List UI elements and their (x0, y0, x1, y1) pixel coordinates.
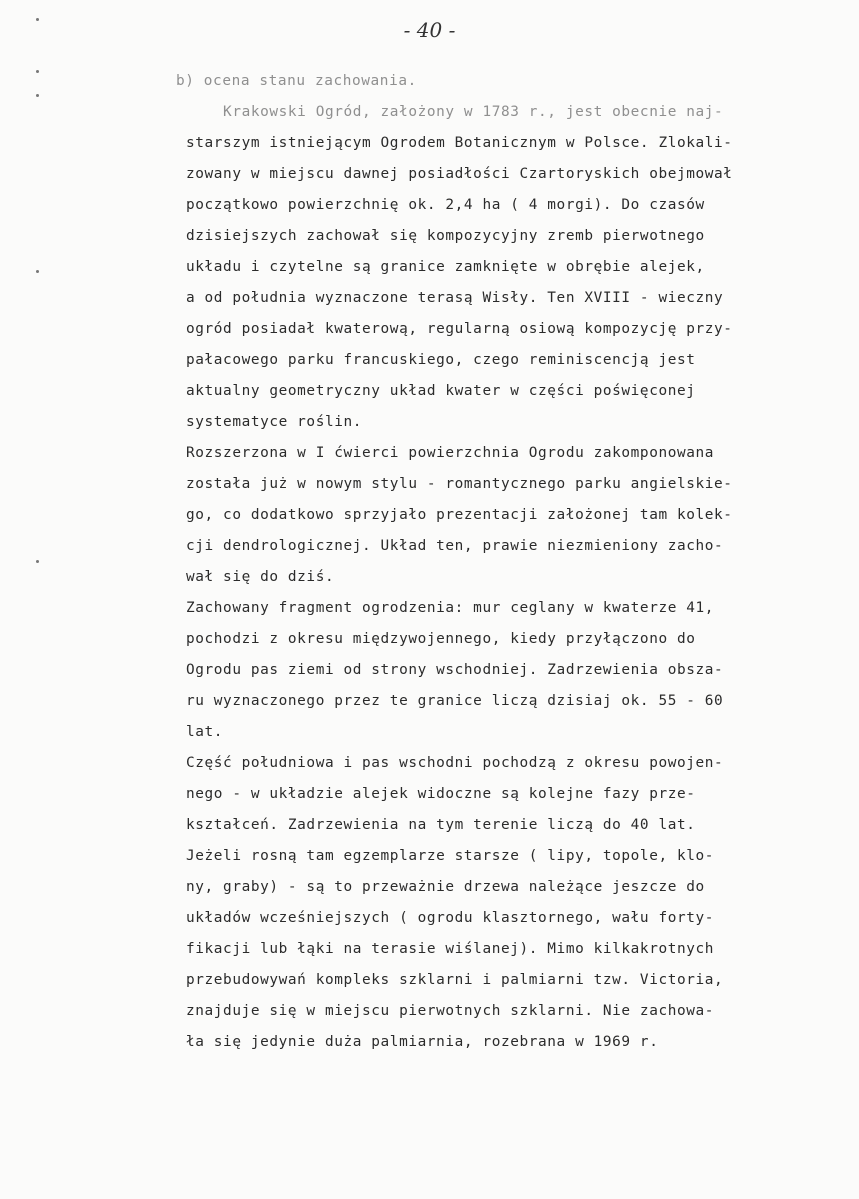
text-line: ru wyznaczonego przez te granice liczą dzisiaj ok. 55 - 60 (186, 693, 724, 709)
text-line: układu i czytelne są granice zamknięte w obrębie alejek, (186, 259, 705, 275)
text-line: Zachowany fragment ogrodzenia: mur ceglany w kwaterze 41, (186, 600, 715, 616)
text-line: Część południowa i pas wschodni pochodzą z okresu powojen- (186, 755, 724, 771)
text-line: cji dendrologicznej. Układ ten, prawie niezmieniony zacho- (186, 538, 724, 554)
text-line: Rozszerzona w I ćwierci powierzchnia Ogrodu zakomponowana (186, 445, 715, 461)
text-line: systematyce roślin. (186, 414, 363, 430)
text-line: pochodzi z okresu międzywojennego, kiedy przyłączono do (186, 631, 696, 647)
text-line: ła się jedynie duża palmiarnia, rozebrana w 1969 r. (186, 1034, 659, 1050)
text-line: dzisiejszych zachował się kompozycyjny zremb pierwotnego (186, 228, 705, 244)
text-line: zowany w miejscu dawnej posiadłości Czartoryskich obejmował (186, 166, 733, 182)
text-line: fikacji lub łąki na terasie wiślanej). Mimo kilkakrotnych (186, 941, 715, 957)
text-line: układów wcześniejszych ( ogrodu klasztornego, wału forty- (186, 910, 715, 926)
text-line: starszym istniejącym Ogrodem Botanicznym w Polsce. Zlokali- (186, 135, 733, 151)
typewritten-body-text (176, 66, 826, 1058)
text-line: kształceń. Zadrzewienia na tym terenie liczą do 40 lat. (186, 817, 696, 833)
text-line: Jeżeli rosną tam egzemplarze starsze ( lipy, topole, klo- (186, 848, 715, 864)
text-line: ny, graby) - są to przeważnie drzewa należące jeszcze do (186, 879, 705, 895)
text-line: ogród posiadał kwaterową, regularną osiową kompozycję przy- (186, 321, 733, 337)
text-line: b) ocena stanu zachowania. (176, 73, 417, 89)
page-number: - 40 - (403, 18, 456, 42)
text-line: została już w nowym stylu - romantycznego parku angielskie- (186, 476, 733, 492)
text-line: lat. (186, 724, 224, 740)
text-line: znajduje się w miejscu pierwotnych szklarni. Nie zachowa- (186, 1003, 715, 1019)
text-line: a od południa wyznaczone terasą Wisły. Ten XVIII - wieczny (186, 290, 724, 306)
text-line: nego - w układzie alejek widoczne są kolejne fazy prze- (186, 786, 696, 802)
text-line: przebudowywań kompleks szklarni i palmiarni tzw. Victoria, (186, 972, 724, 988)
text-line: początkowo powierzchnię ok. 2,4 ha ( 4 morgi). Do czasów (186, 197, 705, 213)
margin-punch-marks (36, 0, 46, 1199)
text-line: Krakowski Ogród, założony w 1783 r., jest obecnie naj- (186, 104, 724, 120)
text-line: Ogrodu pas ziemi od strony wschodniej. Zadrzewienia obsza- (186, 662, 724, 678)
text-line: go, co dodatkowo sprzyjało prezentacji założonej tam kolek- (186, 507, 733, 523)
text-line: pałacowego parku francuskiego, czego reminiscencją jest (186, 352, 696, 368)
text-line: aktualny geometryczny układ kwater w części poświęconej (186, 383, 696, 399)
text-line: wał się do dziś. (186, 569, 335, 585)
